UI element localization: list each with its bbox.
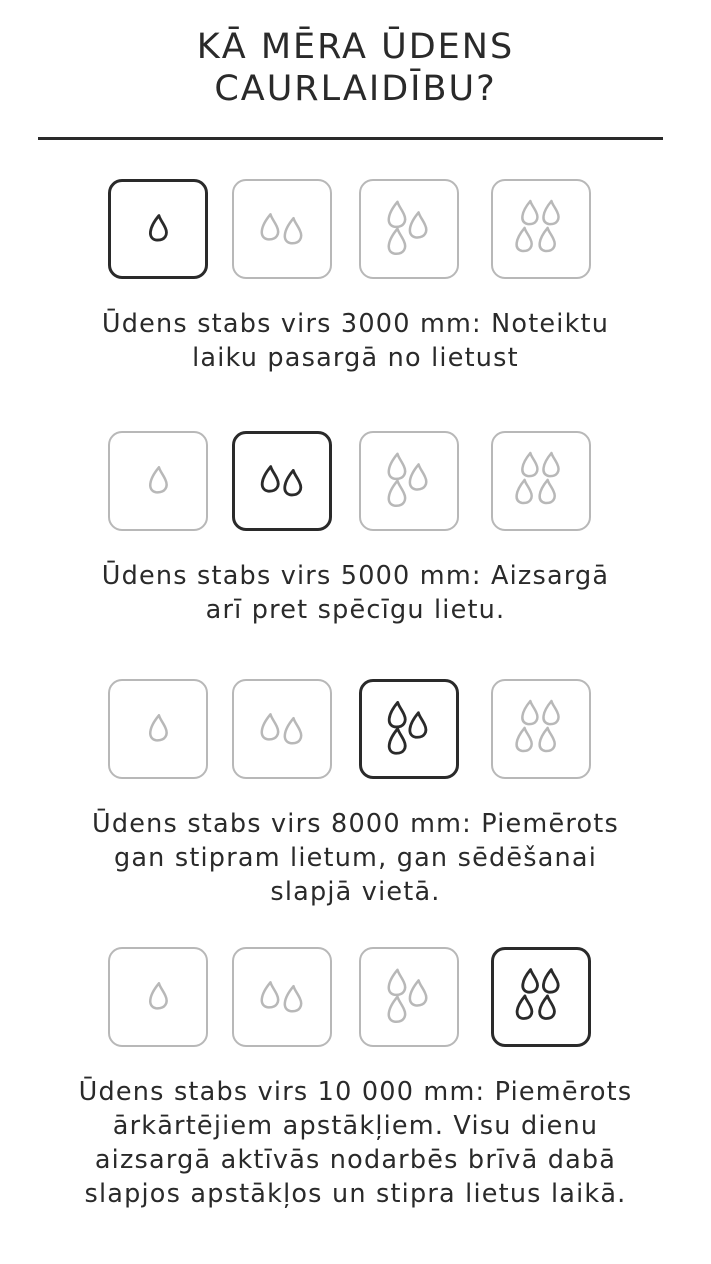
description-line: aizsargā aktīvās nodarbēs brīvā dabā: [94, 1145, 617, 1175]
drop-icon-row: [0, 179, 711, 283]
drop-shape: [262, 214, 278, 239]
drop-level-box-4: [491, 947, 591, 1047]
drop-shape: [517, 480, 532, 503]
drop-shape: [522, 201, 537, 224]
description-line: laiku pasargā no lietust: [192, 343, 519, 373]
drop-level-box-2: [232, 679, 332, 779]
drop-level-box-1: [108, 679, 208, 779]
drop-level-box-2: [232, 431, 332, 531]
drop-level-box-4: [491, 679, 591, 779]
one-drop-icon: [111, 182, 205, 276]
drop-level-box-3: [359, 947, 459, 1047]
description-line: gan stipram lietum, gan sēdēšanai: [113, 843, 598, 873]
three-drops-icon: [361, 949, 457, 1045]
drop-shape: [540, 996, 555, 1019]
drop-shape: [285, 470, 301, 495]
drop-shape: [262, 714, 278, 739]
drop-shape: [517, 996, 532, 1019]
drop-level-box-2: [232, 179, 332, 279]
page-title-line-1: KĀ MĒRA ŪDENS: [196, 27, 515, 67]
drop-shape: [285, 218, 301, 243]
drop-shape: [150, 467, 166, 492]
two-drops-icon: [234, 949, 330, 1045]
four-drops-icon: [493, 181, 589, 277]
three-drops-icon: [361, 181, 457, 277]
description-line: Ūdens stabs virs 8000 mm: Piemērots: [92, 809, 619, 839]
drop-level-box-1: [108, 431, 208, 531]
description-line: Ūdens stabs virs 10 000 mm: Piemērots: [78, 1077, 633, 1107]
drop-icon-row: [0, 947, 711, 1051]
drop-shape: [285, 986, 301, 1011]
drop-shape: [389, 702, 405, 727]
drop-shape: [517, 728, 532, 751]
rating-description: [20, 1075, 691, 1211]
drop-shape: [389, 729, 405, 754]
one-drop-icon: [110, 433, 206, 529]
description-line: ārkārtējiem apstākļiem. Visu dienu: [112, 1111, 599, 1141]
drop-icon-row: [0, 431, 711, 535]
drop-shape: [150, 216, 166, 241]
drop-shape: [540, 480, 555, 503]
drop-shape: [410, 713, 426, 738]
drop-shape: [543, 970, 558, 993]
drop-shape: [517, 228, 532, 251]
one-drop-icon: [110, 949, 206, 1045]
drop-shape: [150, 983, 166, 1008]
rating-description: [20, 307, 691, 375]
drop-level-box-2: [232, 947, 332, 1047]
two-drops-icon: [234, 681, 330, 777]
drop-shape: [543, 701, 558, 724]
four-drops-icon: [494, 950, 588, 1044]
drop-shape: [543, 453, 558, 476]
drop-shape: [389, 997, 405, 1022]
rating-description: [20, 807, 691, 909]
drop-shape: [389, 481, 405, 506]
drop-shape: [150, 715, 166, 740]
drop-shape: [410, 464, 426, 489]
drop-shape: [389, 229, 405, 254]
description-line: slapjos apstākļos un stipra lietus laikā.: [84, 1179, 627, 1209]
drop-shape: [543, 201, 558, 224]
description-line: Ūdens stabs virs 3000 mm: Noteiktu: [101, 309, 610, 339]
drop-shape: [523, 970, 538, 993]
drop-shape: [389, 970, 405, 995]
drop-shape: [389, 202, 405, 227]
drop-level-box-4: [491, 431, 591, 531]
drop-shape: [410, 980, 426, 1005]
drop-level-box-4: [491, 179, 591, 279]
drop-shape: [285, 718, 301, 743]
three-drops-icon: [362, 682, 456, 776]
drop-level-box-1: [108, 179, 208, 279]
one-drop-icon: [110, 681, 206, 777]
four-drops-icon: [493, 433, 589, 529]
page-title-line-2: CAURLAIDĪBU?: [214, 69, 497, 109]
two-drops-icon: [235, 434, 329, 528]
description-line: Ūdens stabs virs 5000 mm: Aizsargā: [101, 561, 610, 591]
rating-description: [20, 559, 691, 627]
drop-level-box-3: [359, 431, 459, 531]
drop-shape: [410, 212, 426, 237]
description-line: arī pret spēcīgu lietu.: [205, 595, 506, 625]
four-drops-icon: [493, 681, 589, 777]
drop-shape: [262, 467, 278, 492]
drop-icon-row: [0, 679, 711, 783]
drop-shape: [522, 453, 537, 476]
three-drops-icon: [361, 433, 457, 529]
two-drops-icon: [234, 181, 330, 277]
page-title: [0, 26, 711, 110]
description-line: slapjā vietā.: [270, 877, 441, 907]
title-divider: [38, 137, 663, 140]
drop-shape: [522, 701, 537, 724]
drop-shape: [540, 728, 555, 751]
drop-level-box-3: [359, 179, 459, 279]
drop-shape: [262, 982, 278, 1007]
drop-shape: [540, 228, 555, 251]
drop-shape: [389, 454, 405, 479]
drop-level-box-3: [359, 679, 459, 779]
drop-level-box-1: [108, 947, 208, 1047]
